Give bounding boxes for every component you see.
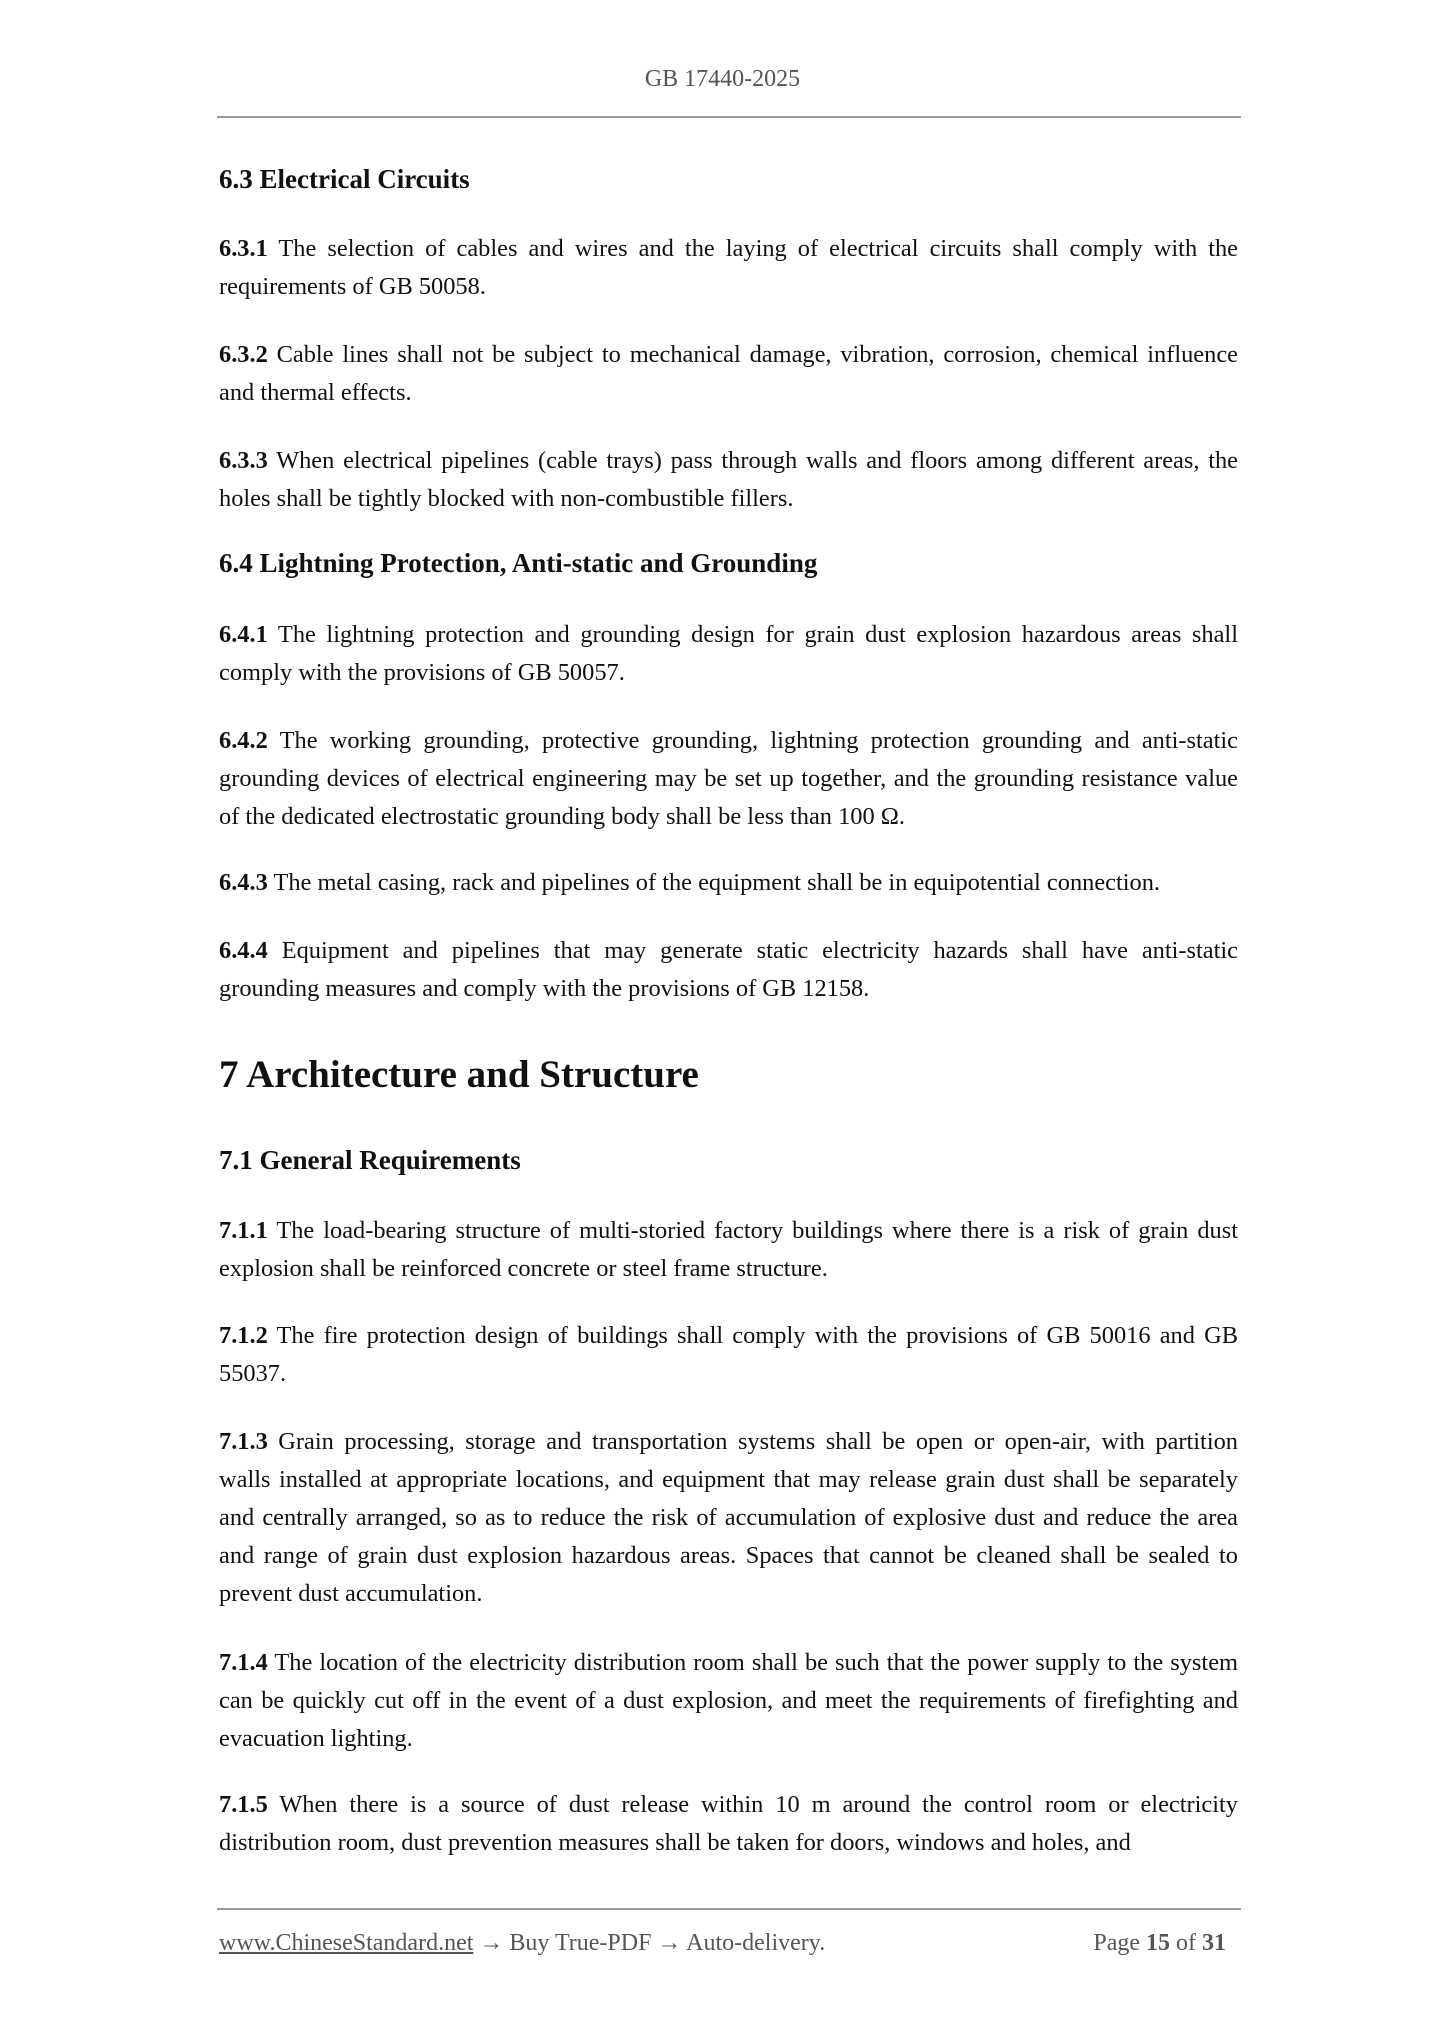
clause-text: Cable lines shall not be subject to mechanical damage, vibration, corrosion, chemical influence and thermal effects. [219,341,1238,406]
clause-text: Grain processing, storage and transportation systems shall be open or open-air, with partition walls installed at appropriate locations, and equipment that may release grain dust shall be separately and centrally arranged, so as to reduce the risk of accumulation of explosive dust and reduce the area and range of grain dust explosion hazardous areas. Spaces that cannot be cleaned shall be sealed to prevent dust accumulation. [219,1428,1238,1607]
section-heading: 6.4 Lightning Protection, Anti-static and Grounding [219,548,818,578]
clause-number: 6.3.2 [219,341,268,368]
clause-text: The lightning protection and grounding design for grain dust explosion hazardous areas shall comply with the provisions of GB 50057. [219,621,1238,686]
clause-6-4-4 [219,932,1238,1008]
website-link[interactable]: www.ChineseStandard.net [219,1930,474,1956]
clause-text: When there is a source of dust release within 10 m around the control room or electricity distribution room, dust prevention measures shall be taken for doors, windows and holes, and [219,1791,1238,1856]
footer-left [219,1930,825,1957]
page-label: Page [1093,1930,1146,1956]
clause-number: 6.4.4 [219,937,268,964]
clause-text: The working grounding, protective grounding, lightning protection grounding and anti-static grounding devices of electrical engineering may be set up together, and the grounding resistance value of the dedicated electrostatic grounding body shall be less than 100 Ω. [219,727,1238,830]
clause-6-3-1 [219,230,1238,306]
clause-number: 6.3.1 [219,235,268,262]
clause-number: 6.4.1 [219,621,268,648]
clause-text: The fire protection design of buildings shall comply with the provisions of GB 50016 and GB 55037. [219,1322,1238,1387]
clause-text: The metal casing, rack and pipelines of the equipment shall be in equipotential connection. [267,869,1161,896]
clause-text: Equipment and pipelines that may generate static electricity hazards shall have anti-static grounding measures and comply with the provisions of GB 12158. [219,937,1238,1002]
clause-6-3-2 [219,336,1238,412]
clause-text: The load-bearing structure of multi-storied factory buildings where there is a risk of grain dust explosion shall be reinforced concrete or steel frame structure. [219,1217,1238,1282]
clause-number: 7.1.1 [219,1217,268,1244]
clause-number: 7.1.2 [219,1322,268,1349]
header-title: GB 17440-2025 [644,66,801,92]
clause-6-4-2 [219,722,1238,836]
clause-number: 7.1.4 [219,1649,268,1676]
clause-7-1-3 [219,1423,1238,1613]
section-heading: 7.1 General Requirements [219,1145,521,1175]
page-number [1093,1930,1226,1957]
clause-number: 6.4.2 [219,727,268,754]
clause-number: 7.1.3 [219,1428,268,1455]
clause-text: The selection of cables and wires and the laying of electrical circuits shall comply with the requirements of GB 50058. [219,235,1238,300]
total-pages: 31 [1202,1930,1226,1956]
footer-rule [217,1908,1241,1910]
clause-number: 6.4.3 [219,869,268,896]
clause-text: The location of the electricity distribution room shall be such that the power supply to the system can be quickly cut off in the event of a dust explosion, and meet the requirements of firefighting and evacuation lighting. [219,1649,1238,1752]
clause-number: 6.3.3 [219,447,268,474]
clause-7-1-2 [219,1317,1238,1393]
buy-text: Buy True-PDF [509,1930,652,1956]
clause-7-1-1 [219,1212,1238,1288]
header-rule [217,116,1241,118]
current-page: 15 [1146,1930,1170,1956]
arrow-icon: → [473,1930,510,1956]
chapter-heading: 7 Architecture and Structure [219,1053,699,1096]
of-label: of [1170,1930,1202,1956]
clause-6-4-3 [219,864,1238,902]
clause-6-3-3 [219,442,1238,518]
delivery-text: Auto-delivery. [686,1930,826,1956]
clause-number: 7.1.5 [219,1791,268,1818]
clause-text: When electrical pipelines (cable trays) pass through walls and floors among different areas, the holes shall be tightly blocked with non-combustible fillers. [219,447,1238,512]
clause-7-1-5 [219,1786,1238,1862]
arrow-icon: → [651,1930,687,1956]
clause-7-1-4 [219,1644,1238,1758]
section-heading: 6.3 Electrical Circuits [219,164,470,194]
clause-6-4-1 [219,616,1238,692]
